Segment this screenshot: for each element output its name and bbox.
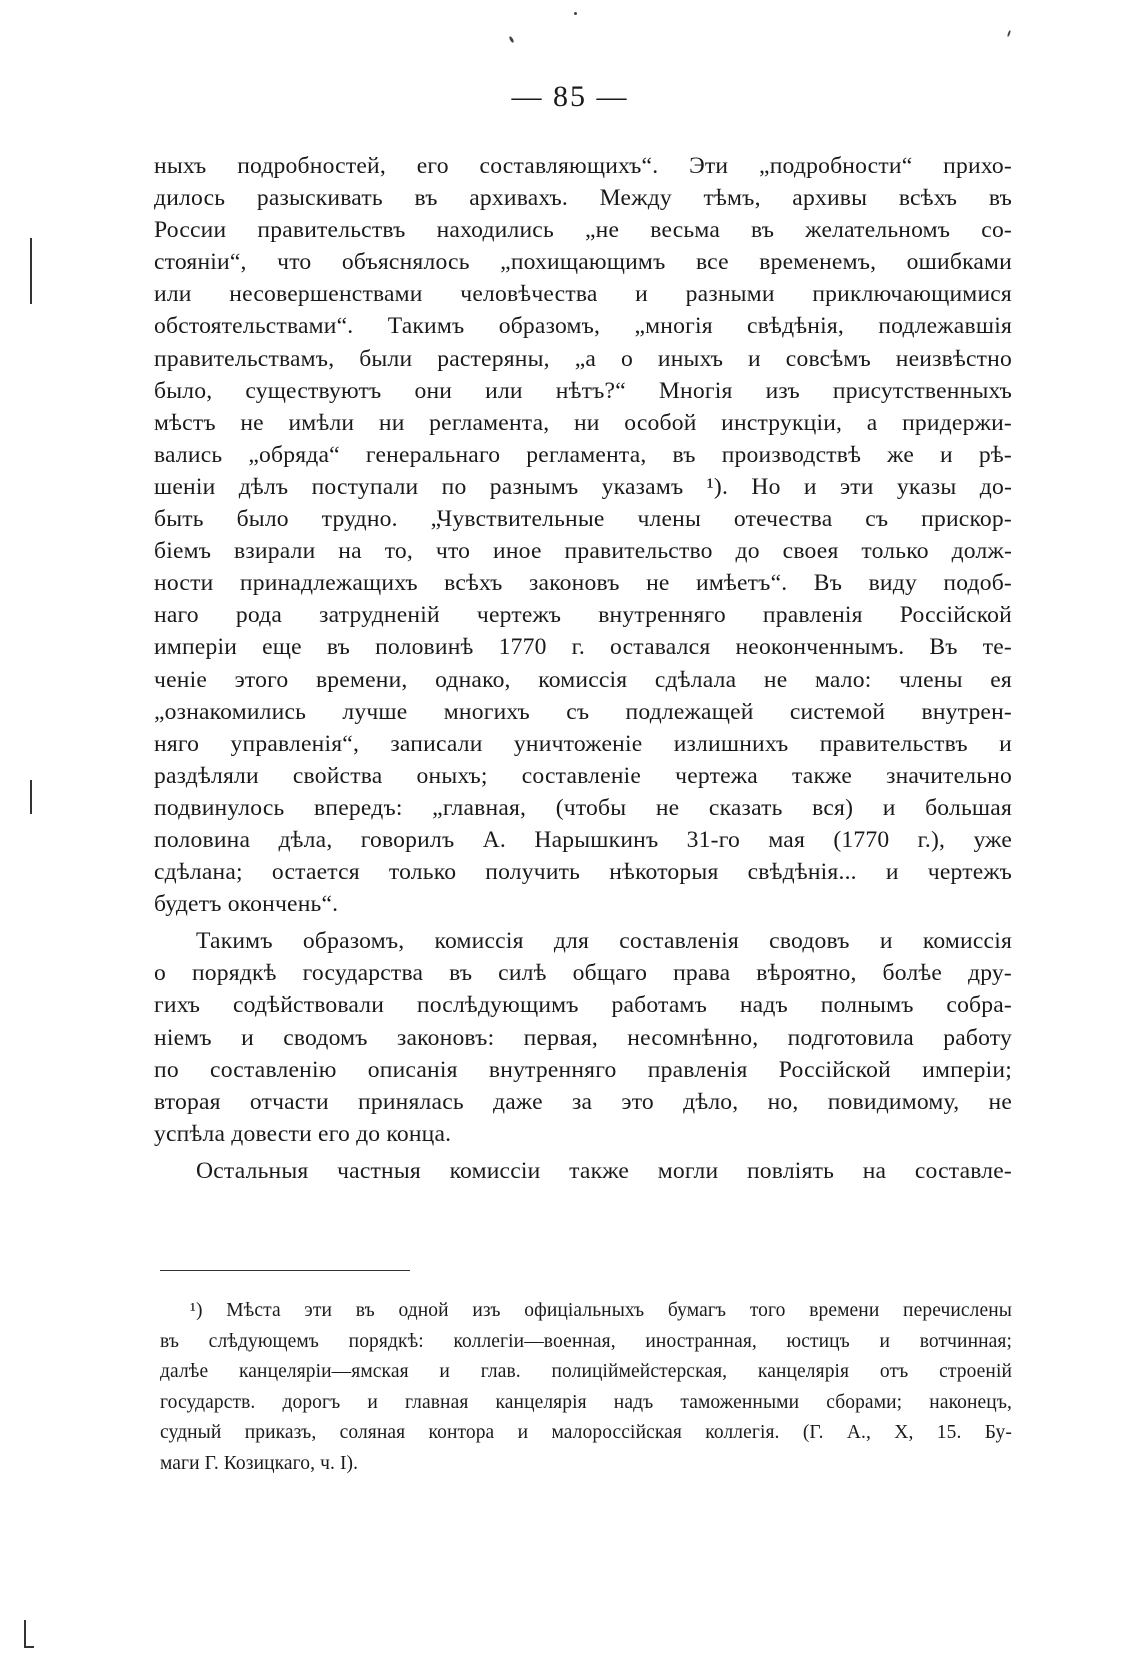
margin-mark [24,1646,34,1648]
text-line: наго рода затрудненій чертежъ внутренняго правленія Россійской [154,602,1012,629]
scan-speck [1007,30,1011,37]
text-line: или несовершенствами человѣчества и разными приключающимися [154,281,1012,308]
text-line: шеніи дѣлъ поступали по разнымъ указамъ ¹). Но и эти указы до- [154,473,1012,500]
text-line: гихъ содѣйствовали послѣдующимъ работамъ надъ полнымъ собра- [154,992,1012,1019]
paragraph-2 [154,925,1012,1150]
text-line: вторая отчасти принялась даже за это дѣло, но, повидимому, не [154,1088,1012,1115]
text-line: о порядкѣ государства въ силѣ общаго права вѣроятно, болѣе дру- [154,960,1012,987]
margin-mark [30,238,32,304]
text-line: было, существуютъ они или нѣтъ?“ Многія изъ присутственныхъ [154,377,1012,404]
scan-speck [508,36,514,44]
footnote-line: маги Г. Козицкаго, ч. I). [160,1452,359,1474]
text-line: имперіи еще въ половинѣ 1770 г. оставался неоконченнымъ. Въ те- [154,634,1012,661]
scan-speck [574,12,577,15]
text-line: подвинулось впередъ: „главная, (чтобы не сказать вся) и большая [154,794,1012,821]
text-line: быть было трудно. „Чувствительные члены отечества съ прискор- [154,506,1012,533]
margin-mark [30,780,32,814]
text-line: няго управленія“, записали уничтоженіе излишнихъ правительствъ и [154,730,1012,757]
text-line: біемъ взирали на то, что иное правительство до своея только долж- [154,538,1012,565]
text-line: ченіе этого времени, однако, комиссія сдѣлала не мало: члены ея [154,666,1012,693]
page-number: — 85 — [511,80,629,113]
text-line: „ознакомились лучше многихъ съ подлежащей системой внутрен- [154,698,1012,725]
text-line: стояніи“, что объяснялось „похищающимъ все временемъ, ошибками [154,249,1012,276]
text-line: по составленію описанія внутренняго правленія Россійской имперіи; [154,1056,1012,1083]
text-line: ности принадлежащихъ всѣхъ законовъ не имѣетъ“. Въ виду подоб- [154,570,1012,597]
footnote-line: въ слѣдующемъ порядкѣ: коллегіи—военная, иностранная, юстицъ и вотчинная; [160,1330,1012,1352]
footnote [160,1296,1012,1479]
margin-mark [24,1620,26,1648]
text-line: половина дѣла, говорилъ А. Нарышкинъ 31-го мая (1770 г.), уже [154,826,1012,853]
footnote-line: судный приказъ, соляная контора и малороссійская коллегія. (Г. А., X, 15. Бу- [160,1422,1012,1443]
text-line: обстоятельствами“. Такимъ образомъ, „многія свѣдѣнія, подлежавшія [154,313,1012,340]
text-line: вались „обряда“ генеральнаго регламента, въ производствѣ же и рѣ- [154,441,1012,468]
text-line: успѣла довести его до конца. [154,1120,452,1147]
text-line: мѣстъ не имѣли ни регламента, ни особой инструкціи, а придержи- [154,409,1012,436]
paragraph-3 [154,1155,1012,1187]
text-line: будетъ окончень“. [154,891,339,918]
text-line: Такимъ образомъ, комиссія для составленія сводовъ и комиссія [196,928,1012,955]
text-line: правительствамъ, были растеряны, „а о иныхъ и совсѣмъ неизвѣстно [154,345,1012,372]
paragraph-1 [154,150,1012,920]
footnote-line: ¹) Мѣста эти въ одной изъ офиціальныхъ бумагъ того времени перечислены [190,1300,1012,1321]
text-line: сдѣлана; остается только получить нѣкоторыя свѣдѣнія... и чертежъ [154,859,1012,886]
text-line: России правительствъ находились „не весьма въ желательномъ со- [154,217,1012,244]
text-line: дилось разыскивать въ архивахъ. Между тѣмъ, архивы всѣхъ въ [154,185,1012,212]
footnote-line: государств. дорогъ и главная канцелярія надъ таможенными сборами; наконецъ, [160,1391,1012,1413]
main-text [154,150,1012,1187]
footnote-divider [160,1270,410,1271]
text-line: Остальныя частныя комиссіи также могли повліять на составле- [196,1157,1012,1184]
text-line: ныхъ подробностей, его составляющихъ“. Эти „подробности“ прихо- [154,153,1012,179]
text-line: раздѣляли свойства оныхъ; составленіе чертежа также значительно [154,762,1012,789]
footnote-line: далѣе канцеляріи—ямская и глав. полиціймейстерская, канцелярія отъ строеній [160,1361,1012,1382]
text-line: ніемъ и сводомъ законовъ: первая, несомнѣнно, подготовила работу [154,1024,1012,1051]
